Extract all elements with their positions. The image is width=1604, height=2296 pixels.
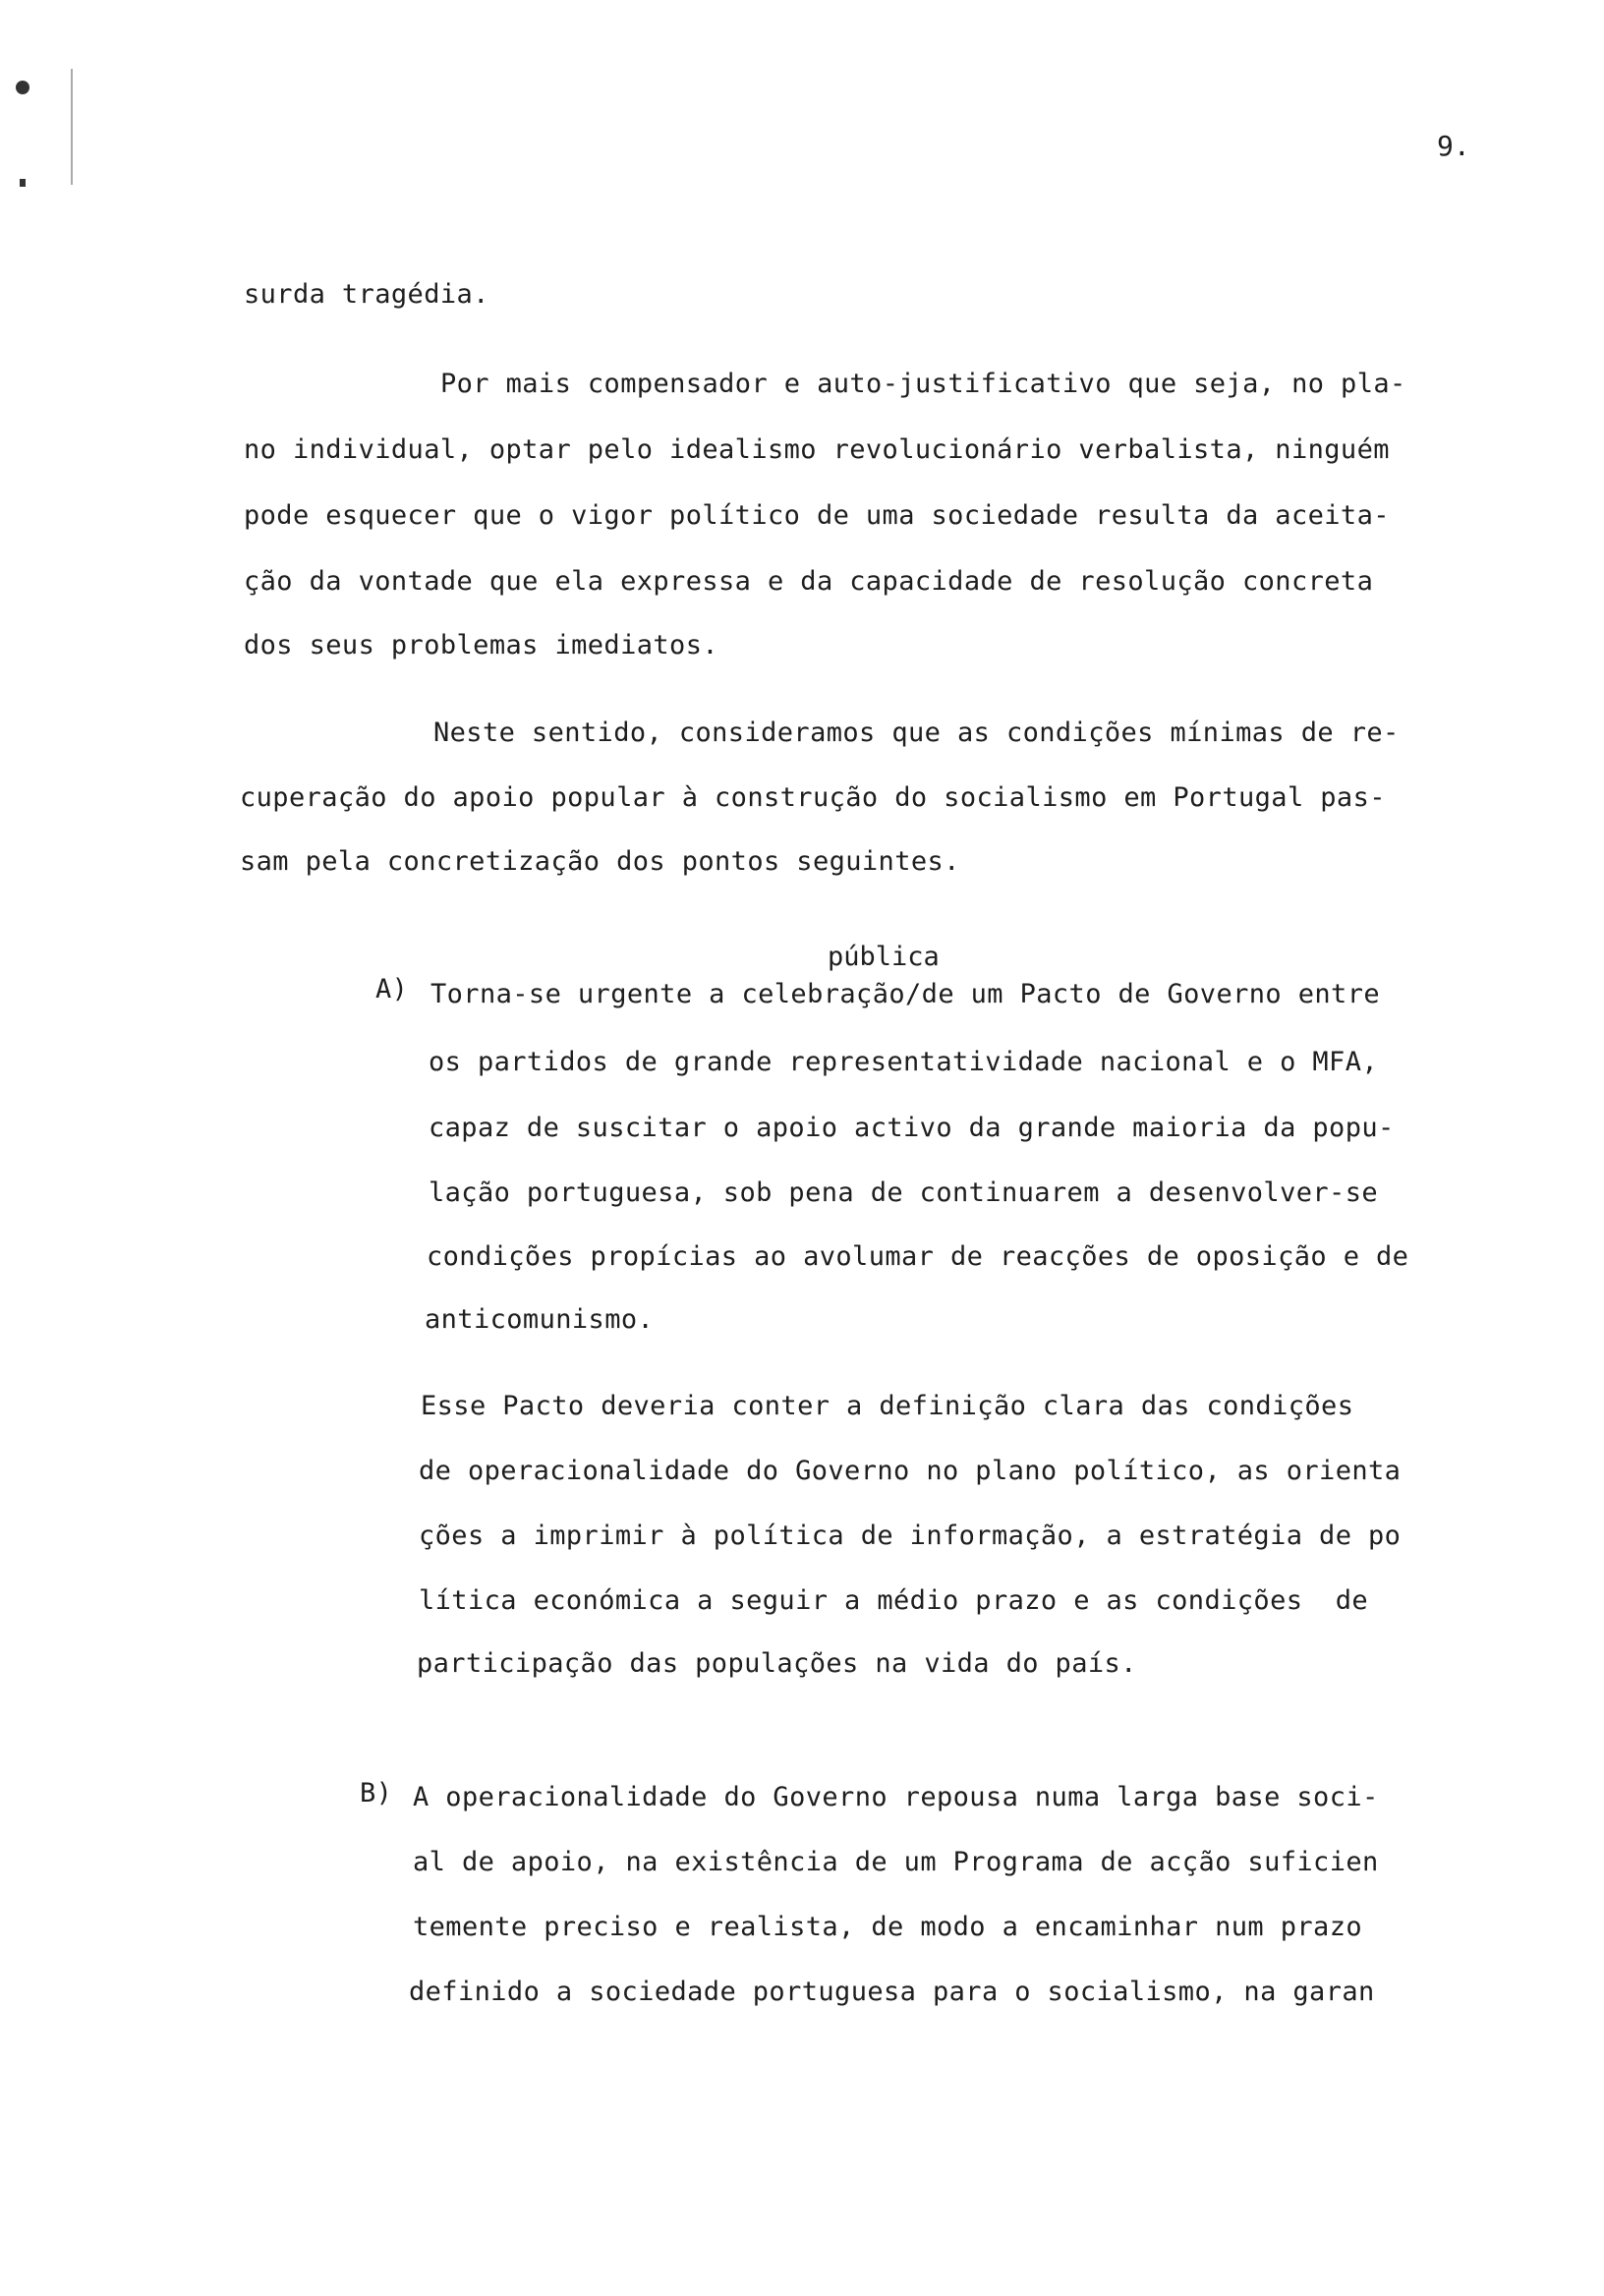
item-b-label: B) bbox=[360, 1778, 393, 1808]
paragraph-1-line: pode esquecer que o vigor político de uma sociedade resulta da aceita- bbox=[244, 500, 1390, 531]
item-a-continuation-line: lítica económica a seguir a médio prazo e as condições de bbox=[419, 1585, 1369, 1616]
item-a-label: A) bbox=[375, 974, 409, 1004]
item-a-line: lação portuguesa, sob pena de continuarem a desenvolver-se bbox=[429, 1177, 1379, 1208]
item-a-line: capaz de suscitar o apoio activo da grande maioria da popu- bbox=[429, 1113, 1395, 1143]
item-b-line: A operacionalidade do Governo repousa numa larga base soci- bbox=[413, 1782, 1379, 1812]
item-a-line: anticomunismo. bbox=[425, 1304, 655, 1335]
item-a-continuation-line: Esse Pacto deveria conter a definição clara das condições bbox=[421, 1391, 1354, 1421]
page-number: 9. bbox=[1437, 130, 1470, 162]
item-a-continuation-line: de operacionalidade do Governo no plano político, as orienta bbox=[419, 1456, 1402, 1486]
paragraph-1-line: ção da vontade que ela expressa e da capacidade de resolução concreta bbox=[244, 566, 1374, 597]
item-a-continuation-line: participação das populações na vida do país. bbox=[417, 1648, 1137, 1679]
item-a-continuation-line: ções a imprimir à política de informação, a estratégia de po bbox=[419, 1521, 1402, 1551]
item-a-line: condições propícias ao avolumar de reacções de oposição e de bbox=[427, 1241, 1409, 1272]
item-a-line: os partidos de grande representatividade nacional e o MFA, bbox=[429, 1047, 1379, 1077]
paragraph-2-line: Neste sentido, consideramos que as condições mínimas de re- bbox=[433, 718, 1400, 748]
punch-hole-mark bbox=[16, 81, 29, 94]
margin-rule bbox=[71, 69, 73, 185]
paragraph-2-line: cuperação do apoio popular à construção do socialismo em Portugal pas- bbox=[240, 782, 1386, 813]
item-b-line: temente preciso e realista, de modo a encaminhar num prazo bbox=[413, 1912, 1363, 1942]
item-b-line: definido a sociedade portuguesa para o socialismo, na garan bbox=[409, 1977, 1375, 2007]
margin-tick bbox=[20, 179, 26, 187]
paragraph-2-line: sam pela concretização dos pontos seguintes. bbox=[240, 846, 960, 877]
inserted-word: pública bbox=[828, 942, 940, 972]
item-b-line: al de apoio, na existência de um Programa de acção suficien bbox=[413, 1847, 1379, 1877]
paragraph-1-line: Por mais compensador e auto-justificativo que seja, no pla- bbox=[440, 369, 1406, 399]
paragraph-1-line: no individual, optar pelo idealismo revolucionário verbalista, ninguém bbox=[244, 434, 1390, 465]
paragraph-1-line: dos seus problemas imediatos. bbox=[244, 630, 719, 660]
opening-line: surda tragédia. bbox=[244, 279, 489, 310]
item-a-line: Torna-se urgente a celebração/de um Pacto de Governo entre bbox=[430, 979, 1381, 1009]
